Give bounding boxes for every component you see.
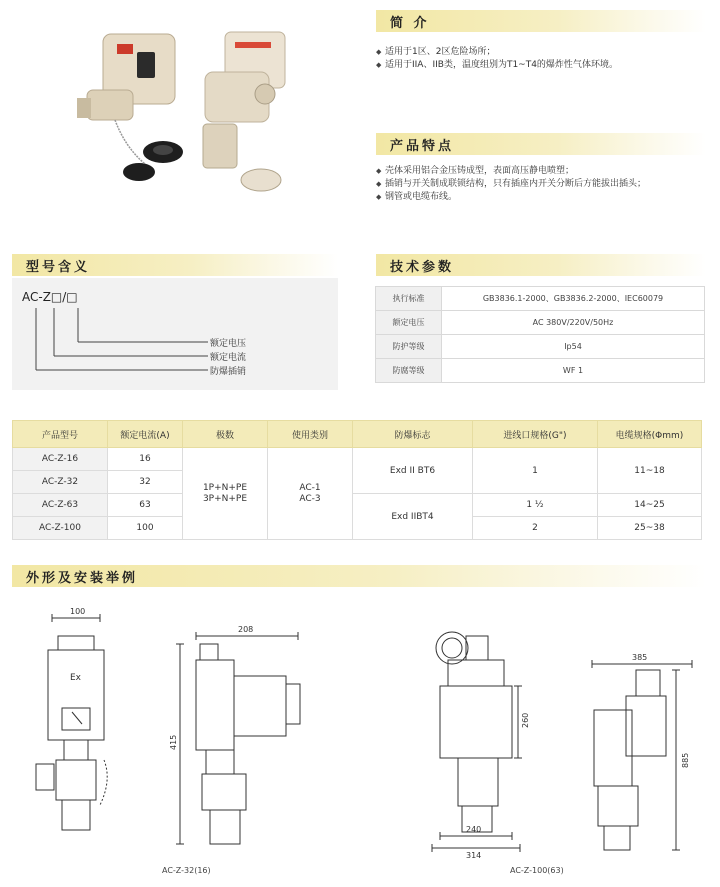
dimension-drawings: [0, 600, 720, 887]
col-poles: 极数: [183, 421, 268, 448]
spec-table: [12, 420, 702, 540]
tech-params-header: [376, 254, 706, 276]
dim-label: 260: [521, 712, 530, 728]
drawing-2-front: [432, 632, 522, 852]
product-photo: [75, 12, 305, 202]
features-list: [376, 165, 706, 204]
drawings-header: [12, 565, 706, 587]
dim-label: 240: [466, 825, 482, 834]
model-label-current: 额定电流: [210, 353, 247, 363]
model-cell: AC-Z-63: [13, 494, 108, 517]
drawings-title: 外形及安装举例: [26, 571, 139, 586]
intro-item: ◆ 适用于IIA、IIB类，温度组别为T1~T4的爆炸性气体环境。: [376, 59, 706, 72]
table-row: [13, 448, 702, 471]
spec-header-row: [13, 421, 702, 448]
col-inlet: 进线口规格(G"): [473, 421, 598, 448]
table-row: [376, 287, 705, 311]
poles-cell: 1P+N+PE 3P+N+PE: [183, 448, 268, 540]
ex-mark-cell: Exd II BT6: [353, 448, 473, 494]
inlet-cell: 1: [473, 448, 598, 494]
param-value: AC 380V/220V/50Hz: [442, 311, 705, 335]
model-label-type: 防爆插销: [210, 367, 247, 377]
drawing-2-side: [592, 660, 692, 850]
current-cell: 100: [108, 517, 183, 540]
model-meaning-header: [12, 254, 338, 276]
param-key: 防腐等级: [376, 359, 442, 383]
feature-item: ◆ 插销与开关制成联锁结构，只有插座内开关分断后方能拔出插头；: [376, 178, 706, 191]
col-category: 使用类别: [268, 421, 353, 448]
ex-mark-cell: Exd IIBT4: [353, 494, 473, 540]
model-meaning-title: 型号含义: [26, 260, 91, 275]
feature-item: ◆ 钢管或电缆布线。: [376, 191, 706, 204]
cable-cell: 11~18: [598, 448, 702, 494]
intro-list: [376, 46, 706, 72]
drawing-caption-2: AC-Z-100(63): [510, 866, 564, 875]
param-key: 额定电压: [376, 311, 442, 335]
table-row: [376, 359, 705, 383]
intro-title: 简 介: [390, 16, 430, 31]
inlet-cell: 1 ½: [473, 494, 598, 517]
dim-label: 385: [632, 653, 648, 662]
model-meaning-box: [12, 278, 338, 390]
plug-unit-right: [203, 32, 285, 191]
model-label-voltage: 额定电压: [210, 339, 247, 349]
cable-cell: 14~25: [598, 494, 702, 517]
current-cell: 32: [108, 471, 183, 494]
drawing-1-front: [36, 614, 107, 830]
dim-label: 208: [238, 625, 254, 634]
param-value: GB3836.1-2000、GB3836.2-2000、IEC60079: [442, 287, 705, 311]
model-leader-lines: [12, 278, 338, 390]
plug-unit-left: [77, 34, 183, 181]
col-model: 产品型号: [13, 421, 108, 448]
intro-header: [376, 10, 706, 32]
current-cell: 63: [108, 494, 183, 517]
drawing-caption-1: AC-Z-32(16): [162, 866, 211, 875]
param-key: 防护等级: [376, 335, 442, 359]
table-row: [376, 311, 705, 335]
col-current: 额定电流(A): [108, 421, 183, 448]
param-value: Ip54: [442, 335, 705, 359]
intro-item: ◆ 适用于1区、2区危险场所；: [376, 46, 706, 59]
dim-label: 885: [681, 752, 690, 768]
model-cell: AC-Z-100: [13, 517, 108, 540]
tech-params-title: 技术参数: [390, 260, 455, 275]
model-code: AC-Z□/□: [22, 290, 78, 304]
dim-label: 314: [466, 851, 482, 860]
tech-params-table: [375, 286, 705, 383]
feature-item: ◆ 壳体采用铝合金压铸成型，表面高压静电喷塑；: [376, 165, 706, 178]
features-header: [376, 133, 706, 155]
param-value: WF 1: [442, 359, 705, 383]
inlet-cell: 2: [473, 517, 598, 540]
dim-label: 415: [169, 734, 178, 750]
category-cell: AC-1 AC-3: [268, 448, 353, 540]
ex-label: Ex: [70, 673, 82, 683]
drawing-1-side: [176, 632, 300, 844]
features-title: 产品特点: [390, 139, 455, 154]
model-cell: AC-Z-16: [13, 448, 108, 471]
current-cell: 16: [108, 448, 183, 471]
cable-cell: 25~38: [598, 517, 702, 540]
col-cable: 电缆规格(Φmm): [598, 421, 702, 448]
param-key: 执行标准: [376, 287, 442, 311]
col-ex-mark: 防爆标志: [353, 421, 473, 448]
table-row: [13, 494, 702, 517]
model-cell: AC-Z-32: [13, 471, 108, 494]
table-row: [376, 335, 705, 359]
dim-label: 100: [70, 607, 86, 616]
